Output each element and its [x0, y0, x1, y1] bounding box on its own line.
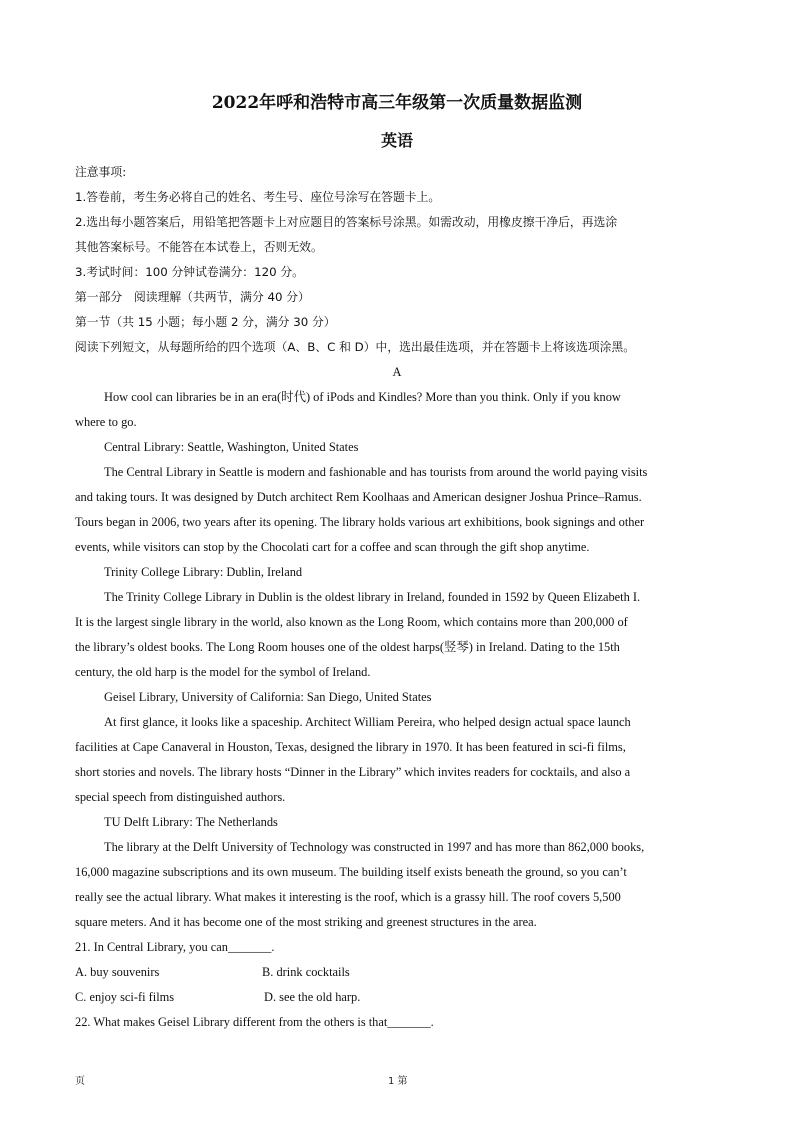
library-3-line-1: At first glance, it looks like a spaceship. Architect William Pereira, who helped design actual space launch — [104, 715, 631, 729]
notes-heading: 注意事项: — [75, 165, 127, 179]
library-4-line-4: square meters. And it has become one of the most striking and greenest structures in the area. — [75, 915, 537, 929]
exam-title: 2022年呼和浩特市高三年级第一次质量数据监测 — [211, 93, 583, 113]
library-3-heading: Geisel Library, University of California: San Diego, United States — [104, 690, 432, 704]
library-3-line-3: short stories and novels. The library hosts “Dinner in the Library” which invites readers for cocktails, and also a — [75, 765, 631, 779]
library-1-heading: Central Library: Seattle, Washington, United States — [104, 440, 359, 454]
instructions: 阅读下列短文，从每题所给的四个选项（A、B、C 和 D）中，选出最佳选项，并在答题卡上将该选项涂黑。 — [75, 340, 636, 354]
library-2-line-4: century, the old harp is the model for the symbol of Ireland. — [75, 665, 371, 679]
library-4-line-2: 16,000 magazine subscriptions and its own museum. The building itself exists beneath the ground, so you can’t — [75, 865, 627, 879]
subject-title: 英语 — [380, 131, 413, 150]
q21-option-d: D. see the old harp. — [264, 990, 361, 1004]
library-2-heading: Trinity College Library: Dublin, Ireland — [104, 565, 303, 579]
library-3-line-2: facilities at Cape Canaveral in Houston, Texas, designed the library in 1970. It has been featured in sci-fi films, — [75, 740, 626, 754]
note-item-2b: 其他答案标号。不能答在本试卷上，否则无效。 — [75, 240, 323, 254]
intro-line-2: where to go. — [75, 415, 137, 429]
footer-left: 页 — [75, 1076, 85, 1087]
intro-line-1: How cool can libraries be in an era(时代) of iPods and Kindles? More than you think. Only if you know — [104, 390, 621, 404]
q21-option-c: C. enjoy sci-fi films — [75, 990, 175, 1004]
library-4-line-3: really see the actual library. What makes it interesting is the roof, which is a grassy hill. The roof covers 5,500 — [75, 890, 621, 904]
library-3-line-4: special speech from distinguished authors. — [75, 790, 286, 804]
part-heading: 第一部分 阅读理解（共两节，满分 40 分） — [75, 290, 310, 304]
library-1-line-2: and taking tours. It was designed by Dutch architect Rem Koolhaas and American designer Joshua Prince–Ramus. — [75, 490, 642, 504]
page-number: 1 第 — [388, 1076, 408, 1087]
library-2-line-2: It is the largest single library in the world, also known as the Long Room, which contains more than 200,000 of — [75, 615, 628, 629]
question-22: 22. What makes Geisel Library different from the others is that_______. — [75, 1015, 434, 1029]
note-item-1: 1.答卷前，考生务必将自己的姓名、考生号、座位号涂写在答题卡上。 — [75, 190, 441, 204]
library-1-line-3: Tours began in 2006, two years after its opening. The library holds various art exhibitions, book signings and other — [75, 515, 645, 529]
note-item-2a: 2.选出每小题答案后，用铅笔把答题卡上对应题目的答案标号涂黑。如需改动，用橡皮擦干净后，再选涂 — [75, 215, 618, 229]
library-4-line-1: The library at the Delft University of Technology was constructed in 1997 and has more than 862,000 books, — [104, 840, 645, 854]
library-2-line-1: The Trinity College Library in Dublin is the oldest library in Ireland, founded in 1592 by Queen Elizabeth I. — [104, 590, 641, 604]
q21-option-a: A. buy souvenirs — [75, 965, 160, 979]
library-1-line-1: The Central Library in Seattle is modern and fashionable and has tourists from around the world paying visits — [104, 465, 648, 479]
note-item-3: 3.考试时间：100 分钟试卷满分：120 分。 — [75, 265, 304, 279]
library-4-heading: TU Delft Library: The Netherlands — [104, 815, 278, 829]
passage-letter: A — [392, 365, 402, 379]
library-2-line-3: the library’s oldest books. The Long Room houses one of the oldest harps(竖琴) in Ireland. Dating to the 15th — [75, 640, 620, 654]
subsection-heading: 第一节（共 15 小题；每小题 2 分，满分 30 分） — [75, 315, 336, 329]
q21-option-b: B. drink cocktails — [262, 965, 350, 979]
question-21: 21. In Central Library, you can_______. — [75, 940, 275, 954]
library-1-line-4: events, while visitors can stop by the Chocolati cart for a coffee and scan through the gift shop anytime. — [75, 540, 590, 554]
